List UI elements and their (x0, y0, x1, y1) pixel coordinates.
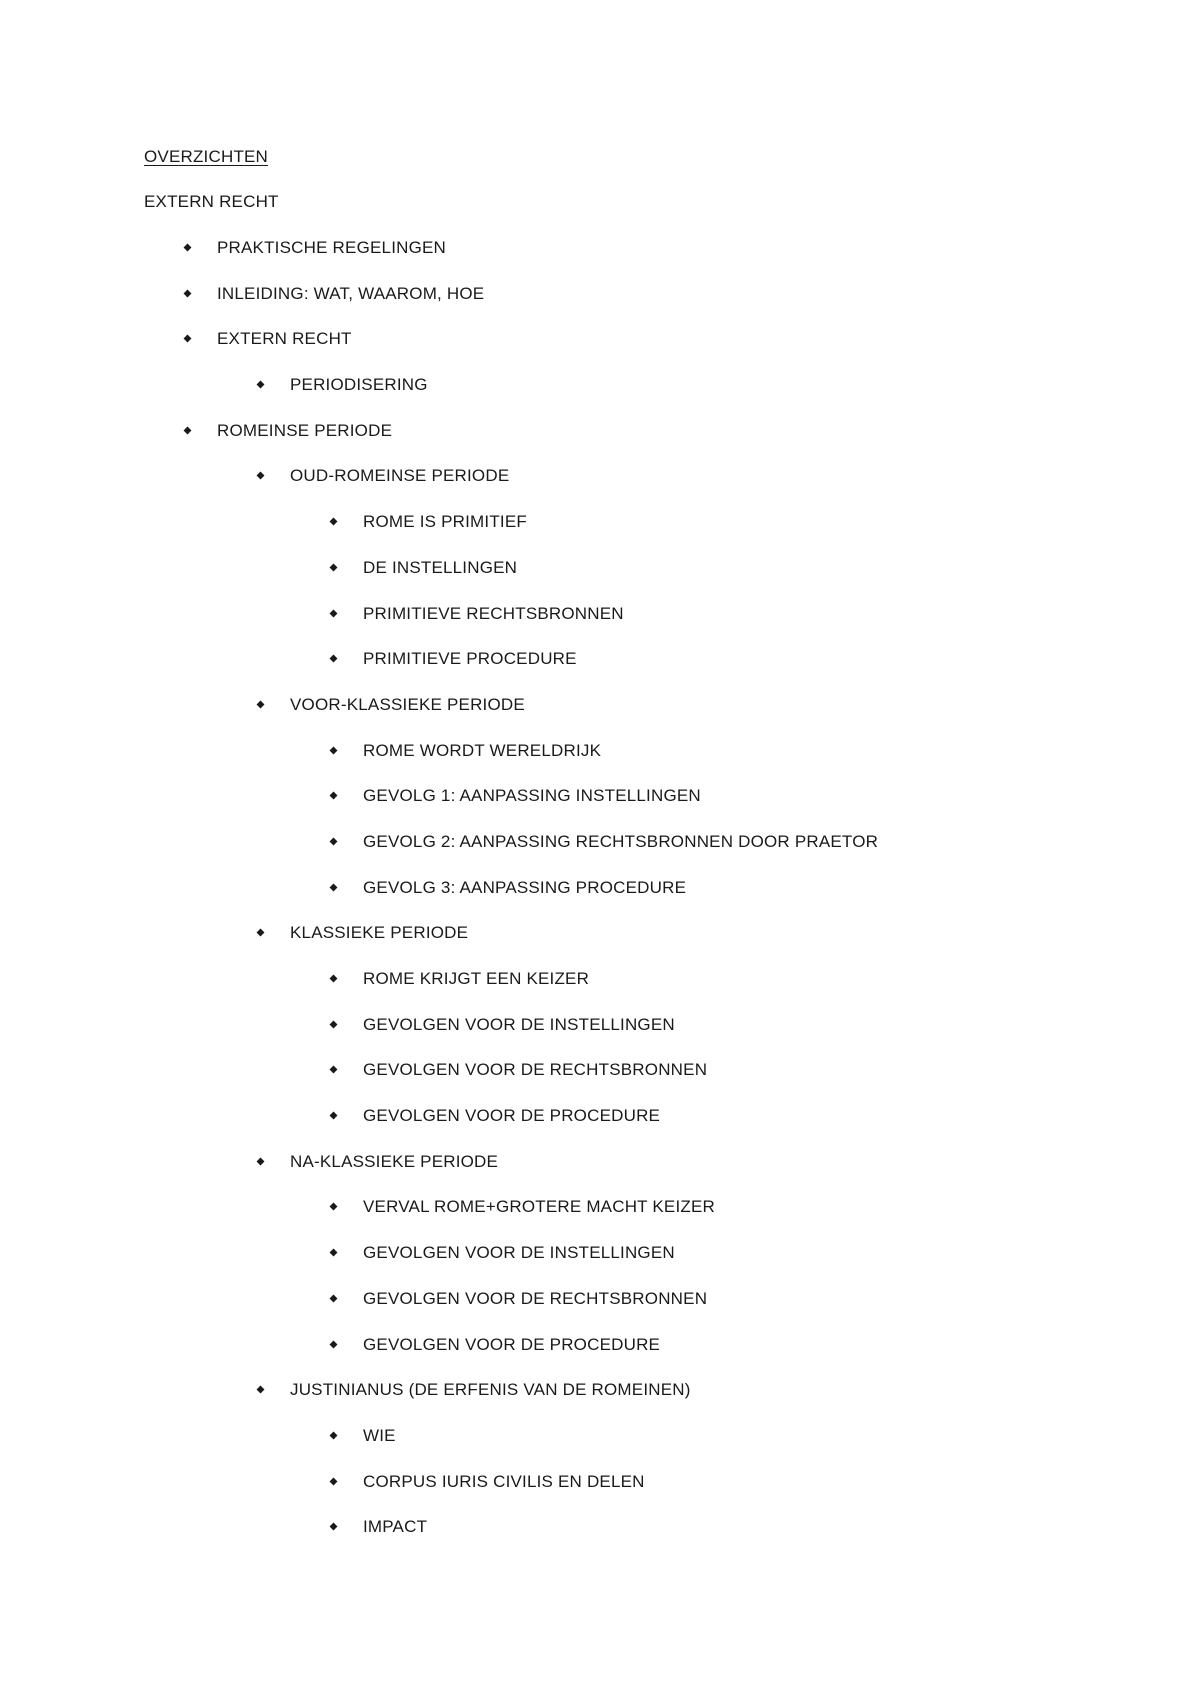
list-item-text: ROMEINSE PERIODE (217, 420, 393, 440)
list-item-text: EXTERN RECHT (217, 329, 352, 349)
list-item-text: IMPACT (363, 1517, 428, 1537)
list-item-text: INLEIDING: WAT, WAAROM, HOE (217, 283, 485, 303)
list-item-text: VERVAL ROME+GROTERE MACHT KEIZER (363, 1197, 715, 1217)
bullet-icon (330, 1249, 338, 1257)
bullet-icon (330, 1340, 338, 1348)
list-item-text: GEVOLGEN VOOR DE RECHTSBRONNEN (363, 1060, 708, 1080)
list-item-text: PRIMITIEVE RECHTSBRONNEN (363, 603, 624, 623)
bullet-icon (330, 1431, 338, 1439)
bullet-icon (330, 1523, 338, 1531)
list-item-text: DE INSTELLINGEN (363, 557, 518, 577)
bullet-icon (184, 426, 192, 434)
bullet-icon (184, 289, 192, 297)
bullet-icon (330, 1112, 338, 1120)
bullet-icon (257, 381, 265, 389)
bullet-icon (330, 975, 338, 983)
bullet-icon (184, 335, 192, 343)
bullet-icon (330, 563, 338, 571)
list-item-text: GEVOLGEN VOOR DE PROCEDURE (363, 1334, 661, 1354)
list-item-text: VOOR-KLASSIEKE PERIODE (290, 694, 525, 714)
bullet-icon (257, 929, 265, 937)
bullet-icon (257, 1157, 265, 1165)
bullet-icon (257, 472, 265, 480)
bullet-icon (330, 609, 338, 617)
list-item-text: GEVOLGEN VOOR DE INSTELLINGEN (363, 1014, 675, 1034)
list-item-text: KLASSIEKE PERIODE (290, 923, 469, 943)
list-item-text: CORPUS IURIS CIVILIS EN DELEN (363, 1471, 645, 1491)
list-item-text: GEVOLG 3: AANPASSING PROCEDURE (363, 877, 687, 897)
bullet-icon (257, 1386, 265, 1394)
page-title: OVERZICHTEN (144, 147, 269, 166)
bullet-icon (330, 1477, 338, 1485)
bullet-icon (330, 655, 338, 663)
bullet-icon (330, 1294, 338, 1302)
list-item-text: ROME WORDT WERELDRIJK (363, 740, 602, 760)
bullet-icon (330, 1066, 338, 1074)
list-item-text: WIE (363, 1425, 396, 1445)
section-heading: EXTERN RECHT (144, 192, 279, 211)
list-item-text: GEVOLG 2: AANPASSING RECHTSBRONNEN DOOR PRAETOR (363, 831, 879, 851)
list-item-text: JUSTINIANUS (DE ERFENIS VAN DE ROMEINEN) (290, 1380, 691, 1400)
bullet-icon (257, 700, 265, 708)
list-item-text: OUD-ROMEINSE PERIODE (290, 466, 510, 486)
list-item-text: GEVOLGEN VOOR DE INSTELLINGEN (363, 1243, 675, 1263)
list-item-text: PRIMITIEVE PROCEDURE (363, 649, 577, 669)
list-item-text: GEVOLGEN VOOR DE RECHTSBRONNEN (363, 1288, 708, 1308)
bullet-icon (184, 244, 192, 252)
bullet-icon (330, 518, 338, 526)
list-item-text: ROME IS PRIMITIEF (363, 512, 527, 532)
list-item-text: PRAKTISCHE REGELINGEN (217, 238, 447, 257)
bullet-icon (330, 1020, 338, 1028)
bullet-icon (330, 1203, 338, 1211)
bullet-icon (330, 837, 338, 845)
list-item-text: ROME KRIJGT EEN KEIZER (363, 969, 590, 988)
list-item-text: PERIODISERING (290, 375, 428, 395)
bullet-icon (330, 792, 338, 800)
list-item-text: NA-KLASSIEKE PERIODE (290, 1151, 499, 1171)
bullet-icon (330, 746, 338, 754)
list-item-text: GEVOLGEN VOOR DE PROCEDURE (363, 1106, 661, 1126)
bullet-icon (330, 883, 338, 891)
list-item-text: GEVOLG 1: AANPASSING INSTELLINGEN (363, 786, 701, 806)
